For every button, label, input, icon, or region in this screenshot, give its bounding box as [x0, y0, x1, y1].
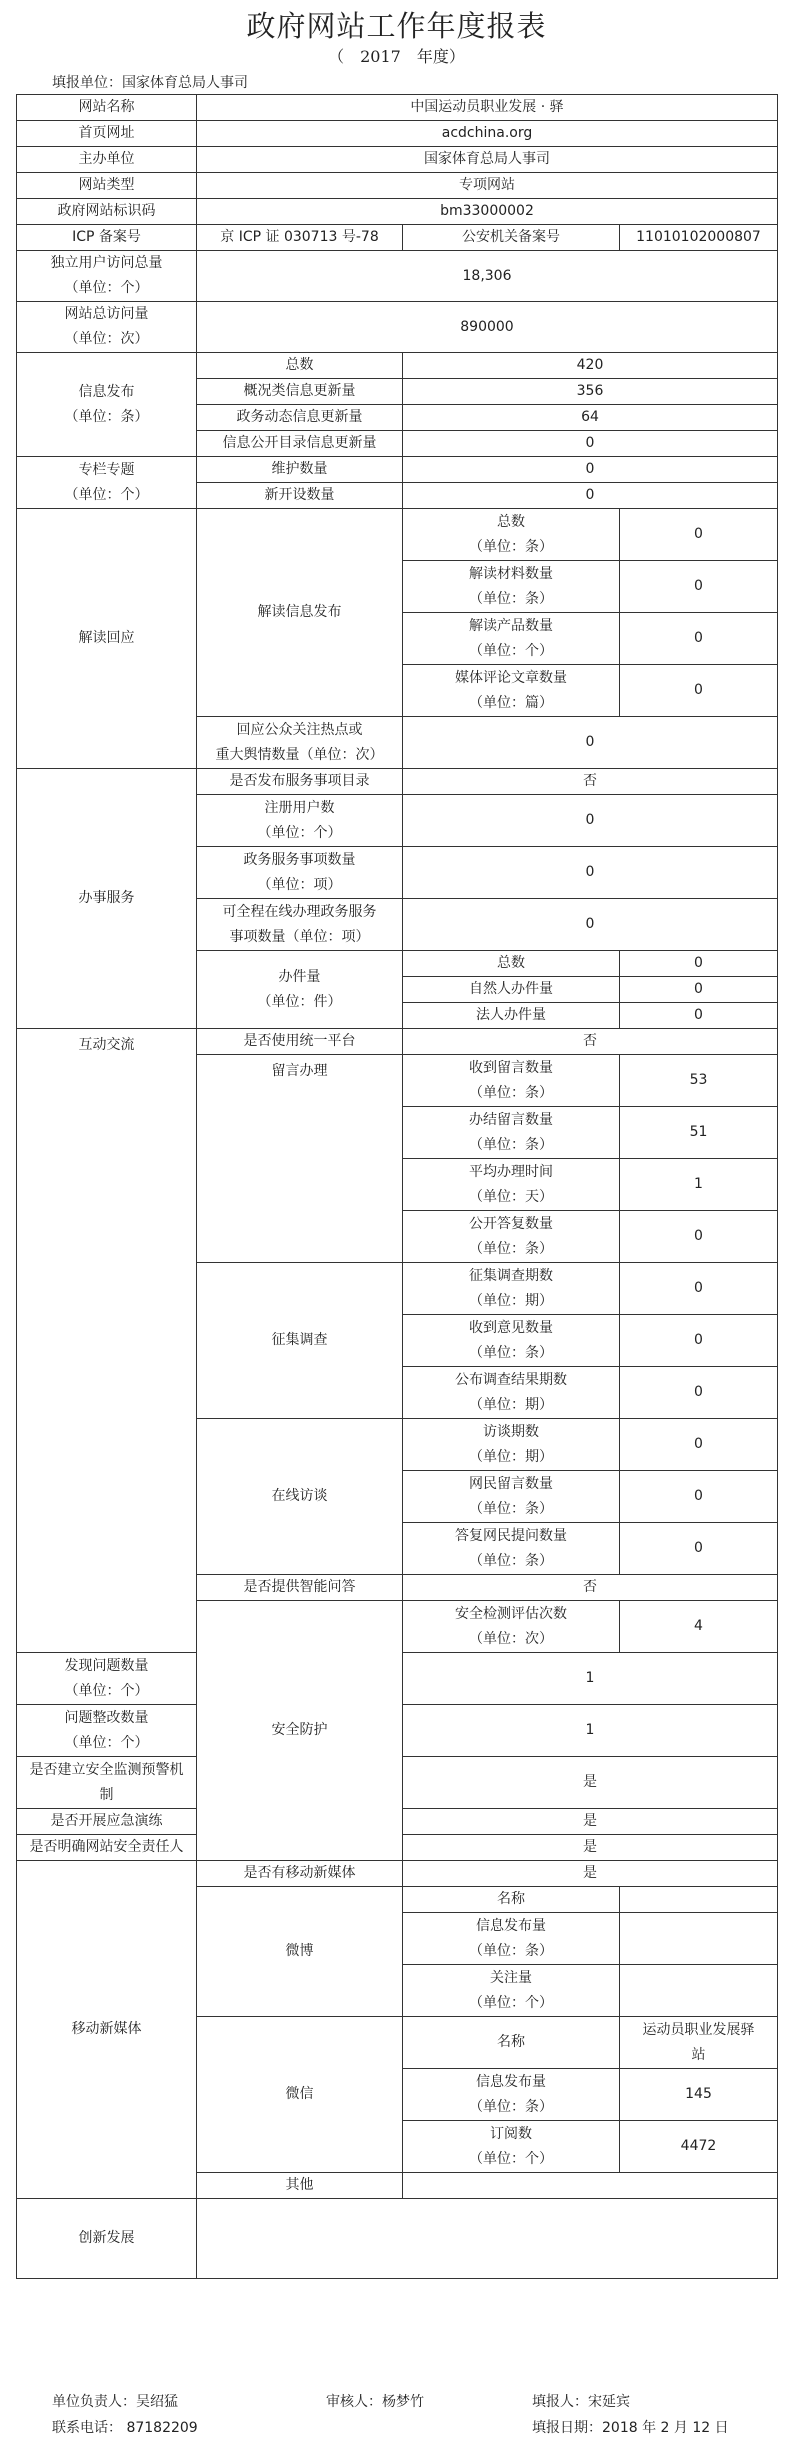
interpret-media-label: 媒体评论文章数量 （单位：篇） — [403, 665, 620, 717]
interview-messages-label: 网民留言数量 （单位：条） — [403, 1471, 620, 1523]
reviewer: 审核人：杨梦竹 — [326, 2394, 424, 2410]
table-row — [17, 121, 778, 147]
table-row — [17, 509, 778, 561]
homepage-label: 首页网址 — [17, 121, 197, 147]
psb-label: 公安机关备案号 — [403, 225, 620, 251]
innovation-value — [197, 2199, 778, 2279]
mobile-label: 移动新媒体 — [17, 1861, 197, 2199]
weibo-name-value — [620, 1887, 778, 1913]
handle-total-label: 总数 — [403, 951, 620, 977]
interview-messages-value: 0 — [620, 1471, 778, 1523]
fill-date: 填报日期：2018 年 2 月 12 日 — [532, 2420, 729, 2436]
message-label: 留言办理 — [197, 1055, 403, 1263]
filling-unit: 填报单位：国家体育总局人事司 — [52, 75, 248, 91]
sponsor-label: 主办单位 — [17, 147, 197, 173]
site-name-value: 中国运动员职业发展 · 驿 — [197, 95, 778, 121]
table-row — [17, 457, 778, 483]
wechat-subscribers-value: 4472 — [620, 2121, 778, 2173]
info-release-label: 信息发布 （单位：条） — [17, 353, 197, 457]
weibo-posts-value — [620, 1913, 778, 1965]
column-new-value: 0 — [403, 483, 778, 509]
msg-avg-time-value: 1 — [620, 1159, 778, 1211]
interpret-release-label: 解读信息发布 — [197, 509, 403, 717]
table-row — [17, 1861, 778, 1887]
smart-qa-value: 否 — [403, 1575, 778, 1601]
interview-periods-value: 0 — [620, 1419, 778, 1471]
weibo-name-label: 名称 — [403, 1887, 620, 1913]
drill-label: 是否开展应急演练 — [17, 1809, 197, 1835]
other-label: 其他 — [197, 2173, 403, 2199]
drill-value: 是 — [403, 1809, 778, 1835]
handle-person-value: 0 — [620, 977, 778, 1003]
has-mobile-value: 是 — [403, 1861, 778, 1887]
msg-received-label: 收到留言数量 （单位：条） — [403, 1055, 620, 1107]
table-row — [17, 95, 778, 121]
column-new-label: 新开设数量 — [197, 483, 403, 509]
psb-value: 11010102000807 — [620, 225, 778, 251]
table-row — [17, 147, 778, 173]
has-mobile-label: 是否有移动新媒体 — [197, 1861, 403, 1887]
hot-response-label: 回应公众关注热点或 重大舆情数量（单位：次） — [197, 717, 403, 769]
wechat-name-label: 名称 — [403, 2017, 620, 2069]
table-row — [17, 2199, 778, 2279]
unique-visitors-label: 独立用户访问总量 （单位：个） — [17, 251, 197, 302]
interpret-media-value: 0 — [620, 665, 778, 717]
preparer: 填报人：宋延宾 — [532, 2394, 630, 2410]
wechat-posts-value: 145 — [620, 2069, 778, 2121]
table-row — [17, 353, 778, 379]
site-name-label: 网站名称 — [17, 95, 197, 121]
online-items-label: 可全程在线办理政务服务 事项数量（单位：项） — [197, 899, 403, 951]
issues-found-value: 1 — [403, 1653, 778, 1705]
interpret-product-label: 解读产品数量 （单位：个） — [403, 613, 620, 665]
msg-public-value: 0 — [620, 1211, 778, 1263]
column-label: 专栏专题 （单位：个） — [17, 457, 197, 509]
column-maintain-label: 维护数量 — [197, 457, 403, 483]
info-catalog-value: 0 — [403, 431, 778, 457]
interpret-total-label: 总数 （单位：条） — [403, 509, 620, 561]
table-row — [17, 1029, 778, 1055]
service-items-label: 政务服务事项数量 （单位：项） — [197, 847, 403, 899]
issues-fixed-label: 问题整改数量 （单位：个） — [17, 1705, 197, 1757]
survey-opinions-value: 0 — [620, 1315, 778, 1367]
security-label: 安全防护 — [197, 1601, 403, 1861]
info-news-value: 64 — [403, 405, 778, 431]
issues-fixed-value: 1 — [403, 1705, 778, 1757]
homepage-value: acdchina.org — [197, 121, 778, 147]
platform-label: 是否使用统一平台 — [197, 1029, 403, 1055]
interview-label: 在线访谈 — [197, 1419, 403, 1575]
table-row — [17, 199, 778, 225]
monitoring-label: 是否建立安全监测预警机 制 — [17, 1757, 197, 1809]
registered-users-label: 注册用户数 （单位：个） — [197, 795, 403, 847]
registered-users-value: 0 — [403, 795, 778, 847]
table-row — [17, 173, 778, 199]
table-row — [17, 251, 778, 302]
interact-label: 互动交流 — [17, 1029, 197, 1653]
survey-periods-value: 0 — [620, 1263, 778, 1315]
weibo-followers-value — [620, 1965, 778, 2017]
wechat-subscribers-label: 订阅数 （单位：个） — [403, 2121, 620, 2173]
survey-periods-label: 征集调查期数 （单位：期） — [403, 1263, 620, 1315]
weibo-posts-label: 信息发布量 （单位：条） — [403, 1913, 620, 1965]
interview-replies-label: 答复网民提问数量 （单位：条） — [403, 1523, 620, 1575]
security-tests-value: 4 — [620, 1601, 778, 1653]
wechat-label: 微信 — [197, 2017, 403, 2173]
survey-results-value: 0 — [620, 1367, 778, 1419]
monitoring-value: 是 — [403, 1757, 778, 1809]
other-value — [403, 2173, 778, 2199]
info-overview-label: 概况类信息更新量 — [197, 379, 403, 405]
icp-value: 京 ICP 证 030713 号-78 — [197, 225, 403, 251]
interpret-material-label: 解读材料数量 （单位：条） — [403, 561, 620, 613]
site-id-value: bm33000002 — [197, 199, 778, 225]
handle-legal-label: 法人办件量 — [403, 1003, 620, 1029]
info-total-label: 总数 — [197, 353, 403, 379]
interpret-total-value: 0 — [620, 509, 778, 561]
msg-avg-time-label: 平均办理时间 （单位：天） — [403, 1159, 620, 1211]
contact-phone: 联系电话： 87182209 — [52, 2420, 198, 2436]
responsible-value: 是 — [403, 1835, 778, 1861]
sponsor-value: 国家体育总局人事司 — [197, 147, 778, 173]
site-id-label: 政府网站标识码 — [17, 199, 197, 225]
survey-results-label: 公布调查结果期数 （单位：期） — [403, 1367, 620, 1419]
site-type-label: 网站类型 — [17, 173, 197, 199]
service-catalog-label: 是否发布服务事项目录 — [197, 769, 403, 795]
wechat-posts-label: 信息发布量 （单位：条） — [403, 2069, 620, 2121]
msg-done-label: 办结留言数量 （单位：条） — [403, 1107, 620, 1159]
interview-periods-label: 访谈期数 （单位：期） — [403, 1419, 620, 1471]
hot-response-value: 0 — [403, 717, 778, 769]
service-catalog-value: 否 — [403, 769, 778, 795]
info-total-value: 420 — [403, 353, 778, 379]
report-year: （ 2017 年度） — [328, 47, 465, 66]
interpret-product-value: 0 — [620, 613, 778, 665]
msg-public-label: 公开答复数量 （单位：条） — [403, 1211, 620, 1263]
unit-head: 单位负责人：吴绍猛 — [52, 2394, 178, 2410]
page-views-label: 网站总访问量 （单位：次） — [17, 302, 197, 353]
table-row — [17, 225, 778, 251]
table-row — [17, 302, 778, 353]
handle-volume-label: 办件量 （单位：件） — [197, 951, 403, 1029]
info-overview-value: 356 — [403, 379, 778, 405]
unique-visitors-value: 18,306 — [197, 251, 778, 302]
smart-qa-label: 是否提供智能问答 — [197, 1575, 403, 1601]
icp-label: ICP 备案号 — [17, 225, 197, 251]
weibo-followers-label: 关注量 （单位：个） — [403, 1965, 620, 2017]
info-news-label: 政务动态信息更新量 — [197, 405, 403, 431]
report-title: 政府网站工作年度报表 — [246, 9, 547, 43]
handle-total-value: 0 — [620, 951, 778, 977]
interpret-material-value: 0 — [620, 561, 778, 613]
security-tests-label: 安全检测评估次数 （单位：次） — [403, 1601, 620, 1653]
issues-found-label: 发现问题数量 （单位：个） — [17, 1653, 197, 1705]
survey-label: 征集调查 — [197, 1263, 403, 1419]
interview-replies-value: 0 — [620, 1523, 778, 1575]
column-maintain-value: 0 — [403, 457, 778, 483]
online-items-value: 0 — [403, 899, 778, 951]
report-table — [16, 94, 778, 2279]
wechat-name-value: 运动员职业发展驿 站 — [620, 2017, 778, 2069]
msg-received-value: 53 — [620, 1055, 778, 1107]
service-items-value: 0 — [403, 847, 778, 899]
handle-legal-value: 0 — [620, 1003, 778, 1029]
platform-value: 否 — [403, 1029, 778, 1055]
weibo-label: 微博 — [197, 1887, 403, 2017]
innovation-label: 创新发展 — [17, 2199, 197, 2279]
handle-person-label: 自然人办件量 — [403, 977, 620, 1003]
msg-done-value: 51 — [620, 1107, 778, 1159]
interpret-label: 解读回应 — [17, 509, 197, 769]
service-label: 办事服务 — [17, 769, 197, 1029]
survey-opinions-label: 收到意见数量 （单位：条） — [403, 1315, 620, 1367]
responsible-label: 是否明确网站安全责任人 — [17, 1835, 197, 1861]
info-catalog-label: 信息公开目录信息更新量 — [197, 431, 403, 457]
table-row — [17, 769, 778, 795]
page-views-value: 890000 — [197, 302, 778, 353]
site-type-value: 专项网站 — [197, 173, 778, 199]
